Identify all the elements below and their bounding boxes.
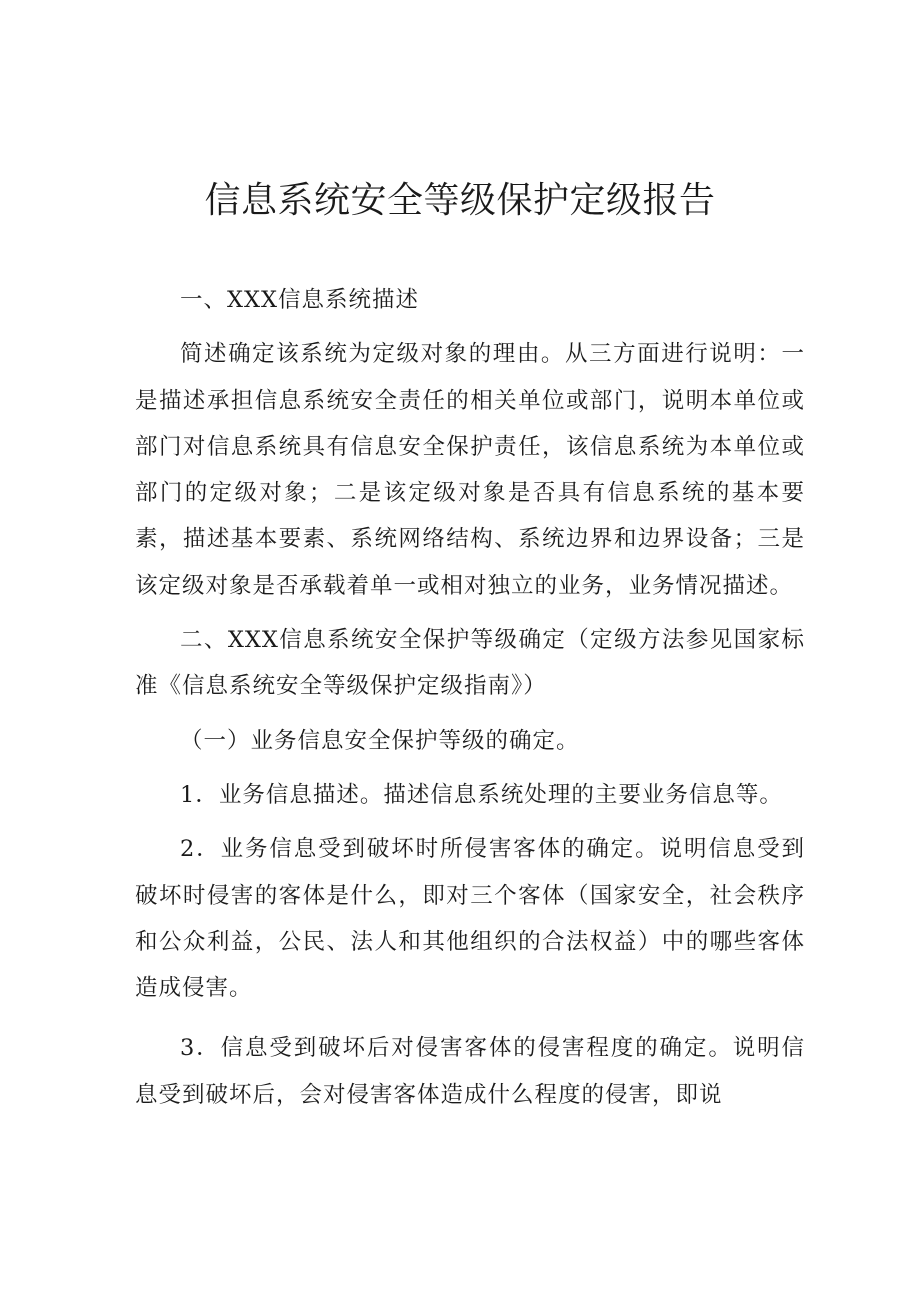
paragraph: 简述确定该系统为定级对象的理由。从三方面进行说明：一是描述承担信息系统安全责任的相关单位或部门，说明本单位或部门对信息系统具有信息安全保护责任，该信息系统为本单位或部门的定级对象；二是该定级对象是否具有信息系统的基本要素，描述基本要素、系统网络结构、系统边界和边界设备；三是该定级对象是否承载着单一或相对独立的业务，业务情况描述。 (135, 341, 805, 599)
section-heading-2: 二、XXX信息系统安全保护等级确定（定级方法参见国家标准《信息系统安全等级保护定级指南》） (135, 627, 805, 700)
section-heading-1: 一、XXX信息系统描述 (180, 287, 420, 313)
document-body (135, 277, 805, 1118)
list-item-2: 2．业务信息受到破坏时所侵害客体的确定。说明信息受到破坏时侵害的客体是什么，即对三个客体（国家安全，社会秩序和公众利益，公民、法人和其他组织的合法权益）中的哪些客体造成侵害。 (135, 836, 805, 1002)
list-item-1: 1．业务信息描述。描述信息系统处理的主要业务信息等。 (180, 781, 783, 808)
list-item-3: 3．信息受到破坏后对侵害客体的侵害程度的确定。说明信息受到破坏后，会对侵害客体造成什么程度的侵害，即说 (135, 1035, 805, 1108)
document-title: 信息系统安全等级保护定级报告 (204, 180, 716, 221)
subsection-heading-1: （一）业务信息安全保护等级的确定。 (180, 727, 580, 754)
